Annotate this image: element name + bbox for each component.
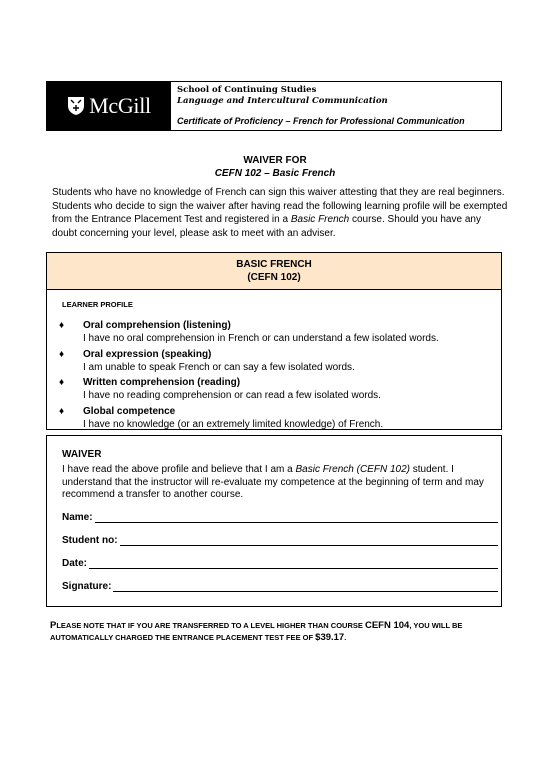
student-no-field[interactable] bbox=[62, 535, 498, 546]
signature-label: Signature: bbox=[62, 581, 112, 592]
intro-paragraph bbox=[52, 186, 508, 240]
profile-heading bbox=[47, 253, 501, 290]
intro-italic: Basic French bbox=[290, 214, 350, 225]
waiver-title: WAIVER bbox=[62, 449, 102, 460]
fee-note-course-code: CEFN 104 bbox=[364, 620, 410, 631]
profile-heading-code: (CEFN 102) bbox=[247, 272, 301, 283]
fee-note-text-1: LEASE NOTE THAT IF YOU ARE TRANSFERRED TO A LEVEL HIGHER THAN COURSE bbox=[56, 621, 365, 630]
date-field[interactable] bbox=[62, 558, 498, 569]
name-line[interactable] bbox=[95, 512, 498, 523]
waiver-text-2: student. I understand that the instructor will re-evaluate my competence at the beginning of term and may recommend a transfer to another course. bbox=[62, 464, 484, 500]
waiver-box bbox=[46, 435, 502, 607]
profile-item-desc: I am unable to speak French or can say a few isolated words. bbox=[83, 361, 355, 373]
fee-note-end: . bbox=[344, 633, 347, 642]
profile-item-title: Global competence bbox=[83, 406, 176, 417]
waiver-text-1: I have read the above profile and believe that I am a bbox=[62, 464, 296, 475]
profile-heading-title: BASIC FRENCH bbox=[236, 259, 312, 270]
student-no-line[interactable] bbox=[120, 535, 498, 546]
date-line[interactable] bbox=[89, 558, 498, 569]
logo-wordmark: McGill bbox=[89, 93, 151, 118]
fee-note bbox=[50, 620, 505, 644]
signature-field[interactable] bbox=[62, 581, 498, 592]
page-subtitle: CEFN 102 – Basic French bbox=[214, 168, 336, 179]
intro-text-1: Students who have no knowledge of French can sign this waiver attesting that they are real beginners. Students who decide to sign the waiver after having read the following learning profile will be exempted from the Entrance Placement Test and registered in a bbox=[52, 187, 508, 225]
diamond-bullet-icon: ♦ bbox=[59, 377, 65, 388]
profile-item-title: Oral expression (speaking) bbox=[83, 349, 212, 360]
profile-item bbox=[59, 406, 489, 431]
department-name: Language and Intercultural Communication bbox=[177, 96, 388, 106]
profile-item bbox=[59, 377, 489, 402]
profile-item-title: Written comprehension (reading) bbox=[83, 377, 241, 388]
profile-item-desc: I have no reading comprehension or can read a few isolated words. bbox=[83, 389, 381, 401]
diamond-bullet-icon: ♦ bbox=[59, 349, 65, 360]
fee-note-initial: P bbox=[50, 620, 57, 631]
crest-icon bbox=[67, 96, 85, 116]
intro-text-2: course. Should you have any doubt concerning your level, please ask to meet with an adviser. bbox=[52, 214, 481, 239]
header-banner bbox=[46, 81, 502, 131]
diamond-bullet-icon: ♦ bbox=[59, 406, 65, 417]
profile-item-desc: I have no oral comprehension in French or can understand a few isolated words. bbox=[83, 332, 439, 344]
school-name: School of Continuing Studies bbox=[177, 85, 317, 95]
profile-item-desc: I have no knowledge (or an extremely limited knowledge) of French. bbox=[83, 418, 384, 430]
learner-profile-label: LEARNER PROFILE bbox=[62, 300, 133, 309]
waiver-statement bbox=[62, 464, 496, 502]
profile-item bbox=[59, 320, 489, 345]
learner-profile-box bbox=[46, 252, 502, 430]
signature-line[interactable] bbox=[113, 581, 498, 592]
page-title: WAIVER FOR bbox=[243, 155, 307, 166]
waiver-italic: Basic French (CEFN 102) bbox=[295, 464, 410, 475]
mcgill-logo bbox=[47, 82, 171, 130]
certificate-name: Certificate of Proficiency – French for Professional Communication bbox=[177, 116, 465, 126]
profile-item-title: Oral comprehension (listening) bbox=[83, 320, 231, 331]
header-info bbox=[171, 82, 501, 130]
fee-note-text-2: , YOU WILL BE AUTOMATICALLY CHARGED THE ENTRANCE PLACEMENT TEST FEE OF bbox=[50, 621, 463, 642]
diamond-bullet-icon: ♦ bbox=[59, 320, 65, 331]
name-label: Name: bbox=[62, 512, 93, 523]
student-no-label: Student no: bbox=[62, 535, 118, 546]
fee-note-amount: $39.17 bbox=[315, 632, 345, 643]
profile-item bbox=[59, 349, 489, 374]
date-label: Date: bbox=[62, 558, 88, 569]
name-field[interactable] bbox=[62, 512, 498, 523]
